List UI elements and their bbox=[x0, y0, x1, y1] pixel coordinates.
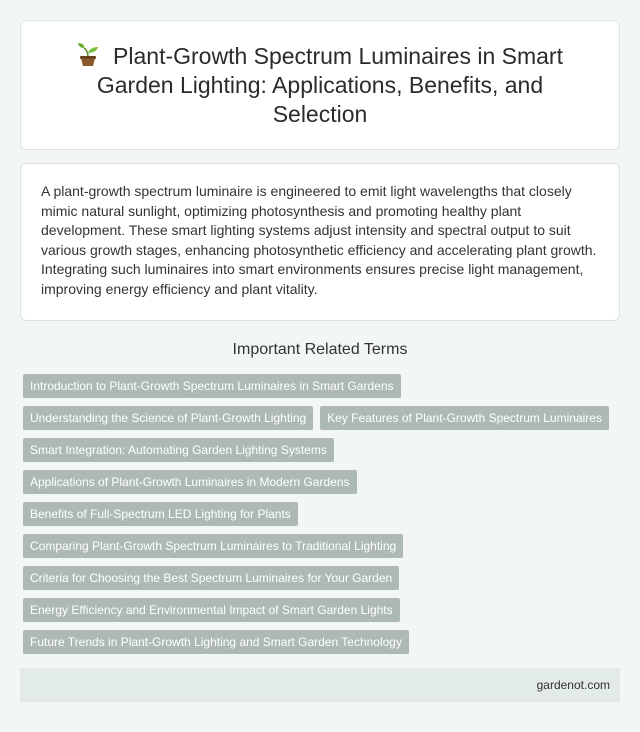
title-card bbox=[20, 20, 620, 150]
related-term-tag[interactable]: Smart Integration: Automating Garden Lighting Systems bbox=[23, 438, 334, 462]
related-term-tag[interactable]: Energy Efficiency and Environmental Impact of Smart Garden Lights bbox=[23, 598, 400, 622]
related-term-tag[interactable]: Understanding the Science of Plant-Growth Lighting bbox=[23, 406, 313, 430]
page-title-text: Plant-Growth Spectrum Luminaires in Smart Garden Lighting: Applications, Benefits, and Selection bbox=[96, 42, 563, 127]
related-term-tag[interactable]: Comparing Plant-Growth Spectrum Luminaires to Traditional Lighting bbox=[23, 534, 403, 558]
related-term-tag[interactable]: Criteria for Choosing the Best Spectrum Luminaires for Your Garden bbox=[23, 566, 399, 590]
tag-row bbox=[23, 406, 623, 430]
tag-row bbox=[23, 374, 623, 398]
related-term-tag[interactable]: Benefits of Full-Spectrum LED Lighting for Plants bbox=[23, 502, 298, 526]
tag-row bbox=[23, 438, 623, 462]
page-title bbox=[21, 42, 619, 129]
tag-row bbox=[23, 630, 623, 654]
related-terms-list bbox=[23, 374, 623, 662]
footer-site-link[interactable]: gardenot.com bbox=[536, 678, 610, 692]
related-term-tag[interactable]: Applications of Plant-Growth Luminaires in Modern Gardens bbox=[23, 470, 357, 494]
tag-row bbox=[23, 502, 623, 526]
seedling-icon bbox=[77, 43, 99, 67]
description-text: A plant-growth spectrum luminaire is engineered to emit light wavelengths that closely mimic natural sunlight, optimizing photosynthesis and promoting healthy plant development. These smart lighting systems adjust intensity and spectral output to suit various growth stages, enhancing photosynthetic efficiency and accelerating plant growth. Integrating such luminaires into smart environments ensures precise light management, improving energy efficiency and plant vitality. bbox=[41, 183, 597, 297]
tag-row bbox=[23, 598, 623, 622]
related-terms-heading: Important Related Terms bbox=[232, 341, 408, 358]
footer bbox=[20, 668, 620, 702]
related-term-tag[interactable]: Introduction to Plant-Growth Spectrum Luminaires in Smart Gardens bbox=[23, 374, 401, 398]
related-term-tag[interactable]: Key Features of Plant-Growth Spectrum Luminaires bbox=[320, 406, 609, 430]
tag-row bbox=[23, 534, 623, 558]
tag-row bbox=[23, 470, 623, 494]
description-card bbox=[20, 163, 620, 321]
tag-row bbox=[23, 566, 623, 590]
related-term-tag[interactable]: Future Trends in Plant-Growth Lighting and Smart Garden Technology bbox=[23, 630, 409, 654]
